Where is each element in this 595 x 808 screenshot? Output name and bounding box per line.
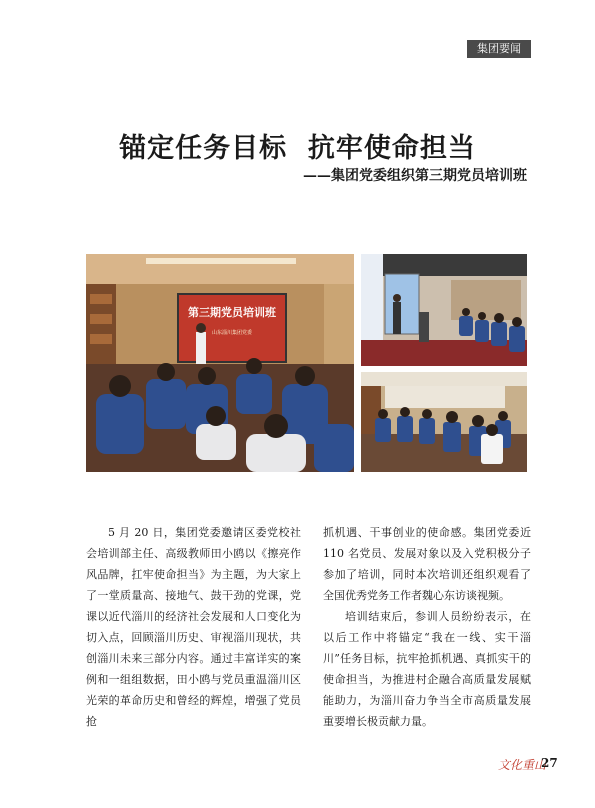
paragraph: 培训结束后，参训人员纷纷表示，在以后工作中将锚定“我在一线、实干淄川”任务目标，抗牢抢抓机遇、真抓实干的使命担当，为推进村企融合高质量发展赋能助力，为淄川奋力争当全市高质量发展重要增长极贡献力量。 — [323, 610, 531, 728]
speaker-photo — [361, 254, 527, 366]
article-subtitle: ——集团党委组织第三期党员培训班 — [303, 168, 527, 184]
projection-subtitle: 山东淄川集团党委 — [211, 330, 253, 336]
article-column-right — [323, 522, 531, 732]
magazine-logo: 文化重山 — [498, 758, 547, 772]
article-column-left — [86, 522, 301, 732]
classroom-photo-main — [86, 254, 354, 472]
article-title: 锚定任务目标 抗牢使命担当 — [119, 133, 476, 164]
audience-photo — [361, 372, 527, 472]
section-tag: 集团要闻 — [467, 40, 531, 58]
page-number: 27 — [541, 756, 558, 770]
paragraph: 5 月 20 日，集团党委邀请区委党校社会培训部主任、高级教师田小鸥以《擦亮作风品牌，扛牢使命担当》为主题，为大家上了一堂质量高、接地气、鼓干劲的党课，党课以近代淄川的经济社会发展和人口变化为切入点，回顾淄川历史、审视淄川现状，共创淄川未来三部分内容。通过丰富详实的案例和一组组数据，田小鸥与党员重温淄川区光荣的革命历史和曾经的辉煌，增强了党员抢 — [86, 526, 301, 728]
paragraph: 抓机遇、干事创业的使命感。集团党委近 110 名党员、发展对象以及入党积极分子参加了培训，同时本次培训还组织观看了全国优秀党务工作者魏心东访谈视频。 — [323, 526, 531, 602]
projection-title: 第三期党员培训班 — [188, 306, 276, 319]
